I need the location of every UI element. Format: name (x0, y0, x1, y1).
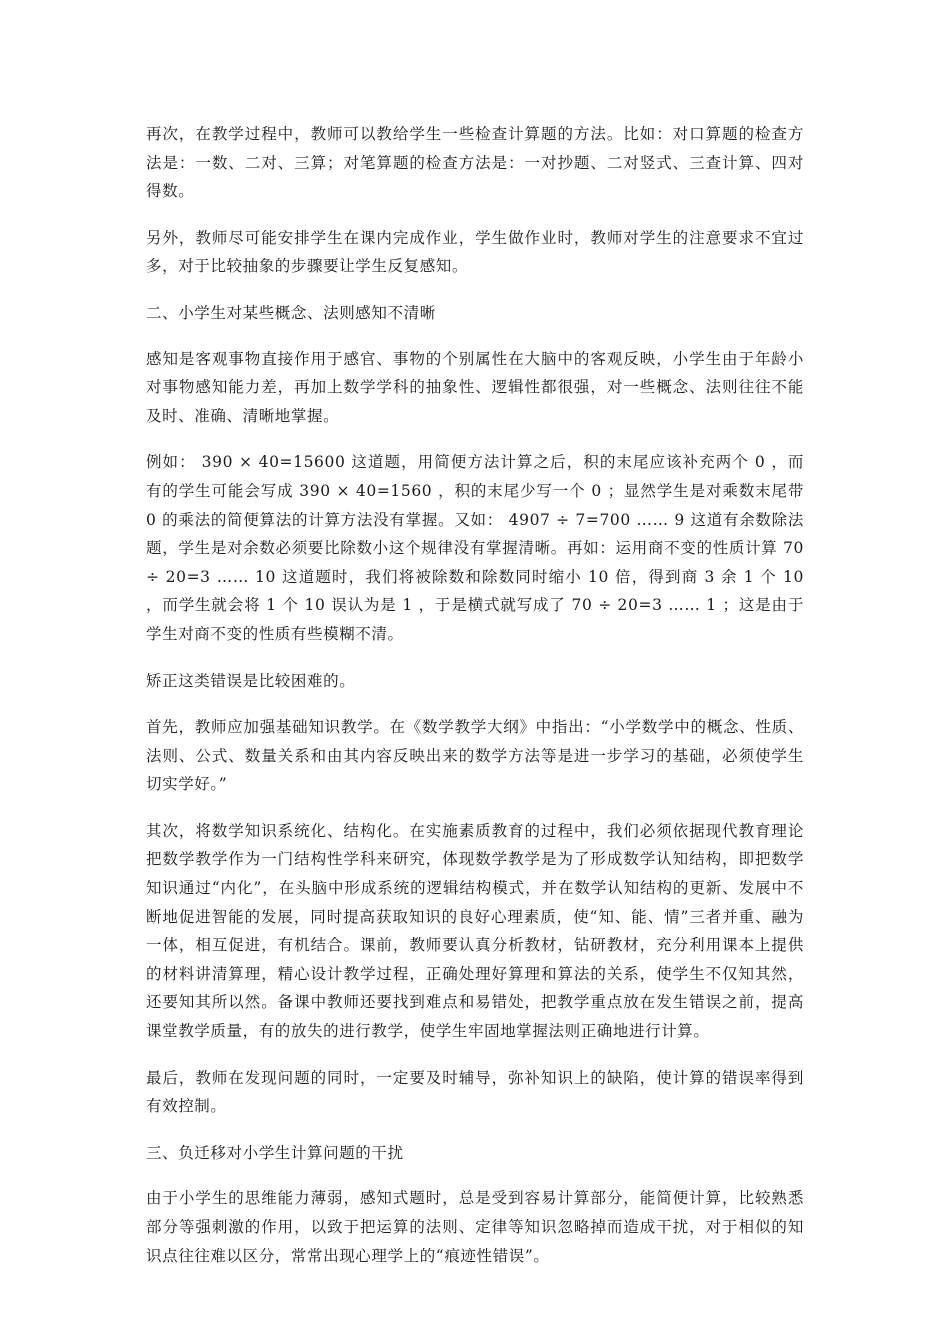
paragraph-perception: 感知是客观事物直接作用于感官、事物的个别属性在大脑中的客观反映，小学生由于年龄小对事物感知能力差，再加上数学学科的抽象性、逻辑性都很强，对一些概念、法则往往不能及时、准确、清晰地掌握。 (146, 349, 804, 425)
paragraph-second-structure: 其次，将数学知识系统化、结构化。在实施素质教育的过程中，我们必须依据现代教育理论把数学教学作为一门结构性学科来研究，体现数学教学是为了形成数学认知结构，即把数学知识通过“内化”，在头脑中形成系统的逻辑结构模式，并在数学认知结构的更新、发展中不断地促进智能的发展，同时提高获取知识的良好心理素质，使“知、能、情”三者并重、融为一体，相互促进，有机结合。课前，教师要认真分析教材，钻研教材，充分利用课本上提供的材料讲清算理，精心设计教学过程，正确处理好算理和算法的关系，使学生不仅知其然，还要知其所以然。备课中教师还要找到难点和易错处，把教学重点放在发生错误之前，提高课堂教学质量，有的放失的进行教学，使学生牢固地掌握法则正确地进行计算。 (146, 821, 804, 1041)
paragraph-checking-methods: 再次，在教学过程中，教师可以教给学生一些检查计算题的方法。比如：对口算题的检查方法是：一数、二对、三算；对笔算题的检查方法是：一对抄题、二对竖式、三查计算、四对得数。 (146, 125, 804, 201)
document-body (146, 120, 804, 1288)
paragraph-first-basics: 首先，教师应加强基础知识教学。在《数学教学大纲》中指出：“小学数学中的概念、性质、法则、公式、数量关系和由其内容反映出来的数学方法等是进一步学习的基础，必须使学生切实学好。” (146, 718, 804, 794)
paragraph-negative-transfer: 由于小学生的思维能力薄弱，感知式题时，总是受到容易计算部分，能简便计算，比较熟悉部分等强刺激的作用，以致于把运算的法则、定律等知识忽略掉而造成干扰，对于相似的知识点往往难以区分，常常出现心理学上的“痕迹性错误”。 (146, 1189, 804, 1265)
paragraph-finally-tutoring: 最后，教师在发现问题的同时，一定要及时辅导，弥补知识上的缺陷，使计算的错误率得到有效控制。 (146, 1068, 804, 1116)
section-heading-2: 二、小学生对某些概念、法则感知不清晰 (146, 303, 436, 322)
paragraph-examples: 例如： 390 × 40=15600 这道题，用简便方法计算之后，积的末尾应该补充两个 0 ，而有的学生可能会写成 390 × 40=1560 ，积的末尾少写一个 0 ；显然学生是对乘数末尾带 0 的乘法的简便算法的计算方法没有掌握。又如： 4907 ÷ 7=700 …… 9 这道有余数除法题，学生是对余数必须要比除数小这个规律没有掌握清晰。再如：运用商不变的性质计算 70 ÷ 20=3 …… 10 这道题时，我们将被除数和除数同时缩小 10 倍，得到商 3 余 1 个 10 ，而学生就会将 1 个 10 误认为是 1 ，于是横式就写成了 70 ÷ 20=3 …… 1 ；这是由于学生对商不变的性质有些模糊不清。 (146, 453, 804, 643)
paragraph-homework-in-class: 另外，教师尽可能安排学生在课内完成作业，学生做作业时，教师对学生的注意要求不宜过多，对于比较抽象的步骤要让学生反复感知。 (146, 228, 804, 276)
section-heading-3: 三、负迁移对小学生计算问题的干扰 (146, 1143, 404, 1162)
paragraph-correction-difficult: 矫正这类错误是比较困难的。 (146, 671, 356, 690)
